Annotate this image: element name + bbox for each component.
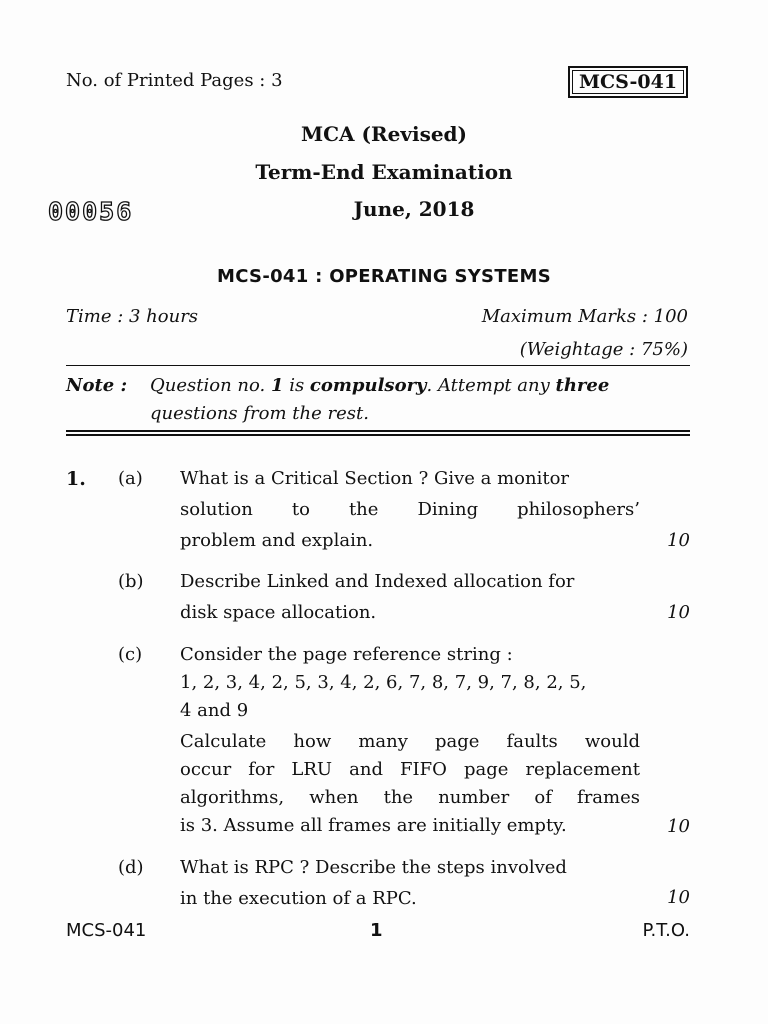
- part-label-c: (c): [118, 644, 143, 665]
- question-part-b: [180, 566, 640, 628]
- marks-part-a: 10: [667, 530, 690, 551]
- divider-top: [66, 365, 690, 366]
- note-line-1: [150, 375, 609, 396]
- course-title: MCS-041 : OPERATING SYSTEMS: [217, 266, 551, 287]
- paper-serial-number-text: 00056: [48, 197, 134, 226]
- divider-note-1: [66, 430, 690, 432]
- question-line: What is RPC ? Describe the steps involved: [180, 857, 567, 878]
- question-line: occur for LRU and FIFO page replacement: [180, 759, 640, 780]
- question-line: problem and explain.: [180, 530, 374, 551]
- part-label-d: (d): [118, 857, 144, 878]
- maximum-marks: Maximum Marks : 100: [481, 306, 688, 327]
- question-line: is 3. Assume all frames are initially empty.: [180, 815, 567, 836]
- course-code-box-label: MCS-041: [578, 71, 678, 93]
- printed-pages-count: No. of Printed Pages : 3: [66, 70, 283, 91]
- weightage: (Weightage : 75%): [519, 339, 688, 360]
- question-line: 1, 2, 3, 4, 2, 5, 3, 4, 2, 6, 7, 8, 7, 9, 7, 8, 2, 5,: [180, 672, 587, 693]
- question-line: Calculate how many page faults would: [180, 731, 640, 752]
- question-line: What is a Critical Section ? Give a monitor: [180, 468, 570, 489]
- question-line: disk space allocation.: [180, 602, 377, 623]
- question-part-d: [180, 852, 640, 914]
- note-text: . Attempt any: [426, 375, 556, 396]
- question-line: in the execution of a RPC.: [180, 888, 417, 909]
- note-three: three: [555, 375, 610, 396]
- note-question-number: 1: [270, 375, 284, 396]
- footer-pto: P.T.O.: [642, 920, 690, 941]
- marks-part-c: 10: [667, 816, 690, 837]
- question-number: 1.: [66, 468, 86, 490]
- paper-serial-number: [48, 197, 133, 226]
- question-part-a: [180, 463, 640, 556]
- question-line: algorithms, when the number of frames: [180, 787, 640, 808]
- course-code-box: [568, 66, 688, 98]
- exam-title: Term-End Examination: [255, 160, 513, 184]
- question-part-c: [180, 641, 640, 840]
- exam-duration: Time : 3 hours: [66, 306, 199, 327]
- question-line: 4 and 9: [180, 700, 249, 721]
- note-text: is: [283, 375, 310, 396]
- programme-title: MCA (Revised): [301, 122, 467, 146]
- part-label-a: (a): [118, 468, 143, 489]
- note-label: Note :: [66, 375, 128, 396]
- note-text: Question no.: [150, 375, 271, 396]
- question-line: Consider the page reference string :: [180, 644, 513, 665]
- exam-date: June, 2018: [353, 197, 475, 221]
- note-line-2: questions from the rest.: [150, 403, 369, 424]
- marks-part-b: 10: [667, 602, 690, 623]
- divider-note-2: [66, 434, 690, 436]
- part-label-b: (b): [118, 571, 144, 592]
- question-line: solution to the Dining philosophers’: [180, 499, 640, 520]
- question-line: Describe Linked and Indexed allocation for: [180, 571, 575, 592]
- footer-page-number: 1: [370, 920, 383, 941]
- marks-part-d: 10: [667, 887, 690, 908]
- note-compulsory: compulsory: [309, 375, 427, 396]
- footer-course-code: MCS-041: [66, 920, 147, 941]
